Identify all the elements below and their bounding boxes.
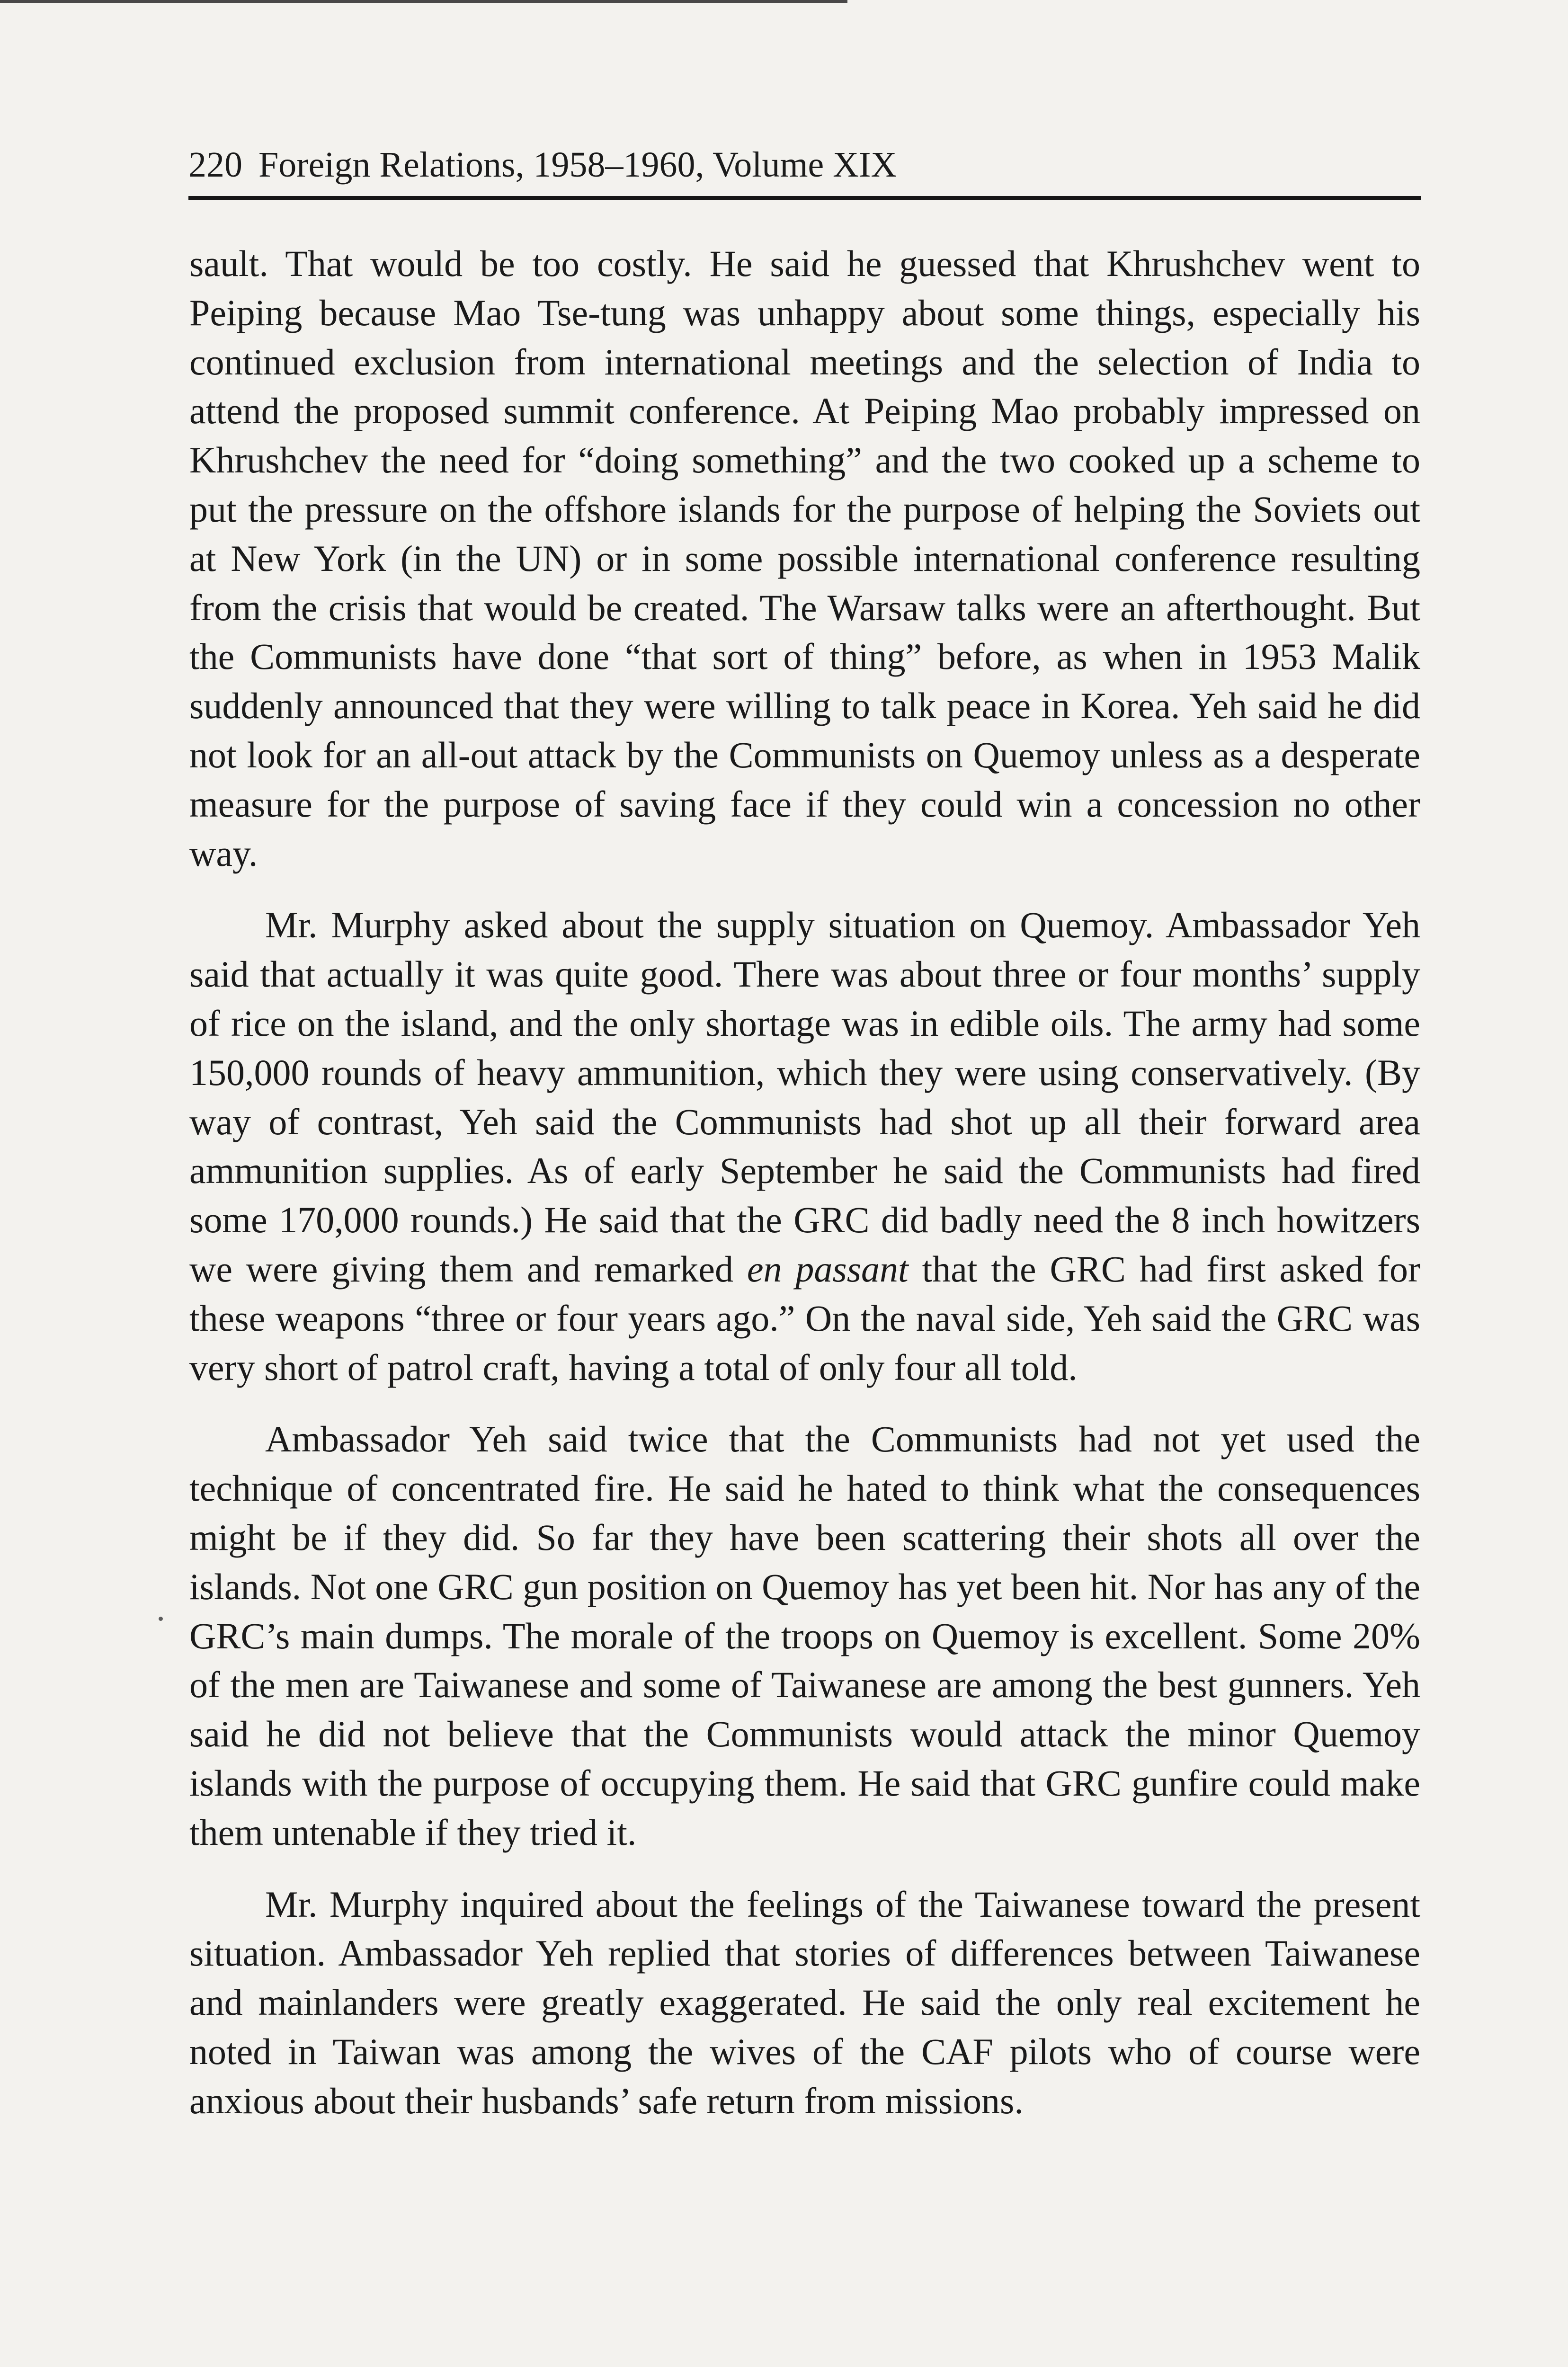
page-header xyxy=(188,147,1419,204)
scan-top-rule xyxy=(0,0,847,3)
paragraph-supply xyxy=(189,900,1420,1392)
header-rule xyxy=(188,196,1421,200)
paragraph-supply-text-end: that the GRC had first asked for these weapons “three or four years ago.” On the naval side, Yeh said the GRC was very short of patrol craft, having a total of only four all told. xyxy=(189,1248,1420,1388)
page-body xyxy=(189,239,1420,2125)
paragraph-supply-text-start: Mr. Murphy asked about the supply situation on Quemoy. Ambassador Yeh said that actually it was quite good. There was about three or four months’ supply of rice on the island, and the only shortage was in edible oils. The army had some 150,000 rounds of heavy ammunition, which they were using conservatively. (By way of contrast, Yeh said the Communists had shot up all their forward area ammunition supplies. As of early September he said the Communists had fired some 170,000 rounds.) He said that the GRC did badly need the 8 inch howitzers we were giving them and remarked xyxy=(189,904,1420,1290)
paragraph-concentrated-fire: Ambassador Yeh said twice that the Communists had not yet used the technique of concentrated fire. He said he hated to think what the consequences might be if they did. So far they have been scattering their shots all over the islands. Not one GRC gun position on Quemoy has yet been hit. Nor has any of the GRC’s main dumps. The morale of the troops on Quemoy is excellent. Some 20% of the men are Taiwanese and some of Taiwanese are among the best gunners. Yeh said he did not believe that the Communists would attack the minor Quemoy islands with the purpose of occupying them. He said that GRC gunfire could make them untenable if they tried it. xyxy=(189,1418,1420,1853)
stray-mark xyxy=(159,1617,163,1621)
paragraph-taiwanese-feelings: Mr. Murphy inquired about the feelings of the Taiwanese toward the present situation. Ambassador Yeh replied that stories of differences between Taiwanese and mainlanders were greatly exaggerated. He said the only real excitement he noted in Taiwan was among the wives of the CAF pilots who of course were anxious about their husbands’ safe return from missions. xyxy=(189,1883,1420,2121)
paragraph-supply-italic: en passant xyxy=(747,1248,909,1290)
paragraph-continuation: sault. That would be too costly. He said he guessed that Khrushchev went to Peiping because Mao Tse-tung was unhappy about some things, especially his continued exclusion from international meetings and the selection of India to attend the proposed summit conference. At Peiping Mao probably impressed on Khrushchev the need for “doing something” and the two cooked up a scheme to put the pressure on the offshore islands for the purpose of helping the Soviets out at New York (in the UN) or in some possible international conference resulting from the crisis that would be created. The Warsaw talks were an afterthought. But the Communists have done “that sort of thing” before, as when in 1953 Malik suddenly announced that they were willing to talk peace in Korea. Yeh said he did not look for an all-out attack by the Communists on Quemoy unless as a desperate measure for the purpose of saving face if they could win a concession no other way. xyxy=(189,243,1420,874)
page-number: 220 xyxy=(188,145,242,185)
running-title: Foreign Relations, 1958–1960, Volume XIX xyxy=(258,145,897,185)
